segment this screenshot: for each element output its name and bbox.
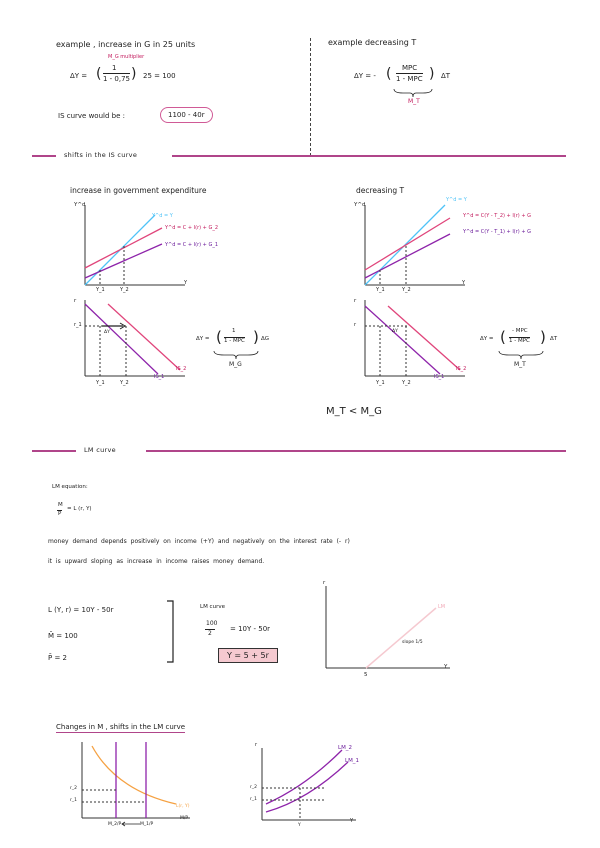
ft-lhs: ΔY =: [480, 336, 494, 342]
lm-slope-note: slope 1/5: [402, 640, 423, 645]
lm-shift-graph: [256, 744, 366, 828]
lm-result-box: Y = 5 + 5r: [218, 648, 278, 663]
frac-den: 1 - 0,75: [103, 75, 131, 83]
rt-xtick-2: Y_2: [402, 287, 411, 293]
curve-t1: [365, 234, 450, 278]
curve-t2: [365, 218, 450, 270]
lms-ytick-r2: r_2: [250, 785, 257, 790]
underbrace: [393, 88, 433, 98]
frac-num: MPC: [402, 64, 418, 72]
delta-y-t-label: ΔY = -: [354, 72, 376, 80]
lm-P: P̄ = 2: [48, 654, 67, 662]
lm-text-1: money demand depends positively on income (+Y) and negatively on the interest rate (- r): [48, 538, 350, 545]
rb-mark: ΔY: [392, 329, 398, 334]
rt-xtick-1: Y_1: [376, 287, 385, 293]
lt-curve-1: Y^d = Y: [152, 213, 173, 219]
paren-close: ): [253, 328, 259, 346]
section-lm: LM curve: [84, 446, 116, 454]
ft-rhs: ΔT: [550, 336, 558, 342]
rb-curve-2: IS_2: [456, 366, 467, 372]
lm-graph-ylabel: r: [323, 580, 326, 586]
rb-ylabel: r: [354, 298, 357, 304]
lb-xtick-1: Y_1: [96, 380, 105, 386]
lms-xtick-y: Y: [298, 823, 301, 828]
mt-sub: M_T: [408, 98, 420, 105]
lm-M: M̄ = 100: [48, 632, 78, 640]
rt-curve-2: Y^d = C(Y - T_2) + I(r) + G: [463, 213, 531, 219]
lm-curve-label: LM curve: [200, 604, 225, 610]
money-demand-curve: [92, 746, 176, 804]
is-curve-value: 1100 - 40r: [160, 107, 213, 123]
paren-close: ): [540, 328, 546, 346]
underbrace: [498, 350, 544, 360]
rule: [172, 155, 566, 157]
fg-sub: M_G: [229, 361, 242, 368]
lt-xlabel: Y: [184, 280, 188, 286]
money-market-graph: [76, 738, 196, 826]
left-bottom-graph: [80, 298, 190, 380]
lb-curve-1: IS_2: [176, 366, 187, 372]
lb-ylabel: r: [74, 298, 77, 304]
frac-den: 1 - MPC: [396, 75, 423, 83]
rt-curve-3: Y^d = C(Y - T_1) + I(r) + G: [463, 229, 531, 235]
example-g-heading: example , increase in G in 25 units: [56, 40, 196, 49]
top-divider: [310, 38, 311, 156]
underbrace: [213, 350, 259, 360]
lm-graph-x0: 5: [364, 672, 368, 678]
rule: [32, 155, 56, 157]
mm-xtick-m2: M_2/P: [108, 822, 122, 827]
rule: [146, 450, 566, 452]
lm-eq-den: P: [58, 511, 62, 517]
paren-close: ): [429, 66, 435, 82]
mm-xtick-m1: M_1/P: [140, 822, 154, 827]
section-changes: Changes in M , shifts in the LM curve: [56, 723, 186, 731]
mm-ytick-r2: r_2: [70, 786, 77, 791]
rb-ytick: r: [354, 322, 357, 328]
fg-den: 1 - MPC: [224, 338, 245, 344]
lm-eq-label: LM equation:: [52, 484, 88, 490]
lm-frac-den: 2: [205, 629, 215, 637]
left-title: increase in government expenditure: [70, 186, 207, 195]
delta-t: ΔT: [441, 72, 451, 80]
rt-ylabel: Y^d: [354, 202, 366, 208]
mm-ytick-r1: r_1: [70, 798, 77, 803]
lb-curve-2: IS_1: [154, 374, 165, 380]
ft-den: 1 - MPC: [509, 338, 530, 344]
lb-xtick-2: Y_2: [120, 380, 129, 386]
lm1-curve: [266, 762, 348, 812]
paren-open: (: [500, 328, 506, 346]
lm-graph-curve: LM: [438, 604, 446, 610]
lm-frac-num: 100: [206, 620, 218, 627]
fg-lhs: ΔY =: [196, 336, 210, 342]
paren-close: ): [131, 66, 137, 82]
is2-curve: [388, 306, 460, 370]
right-title: decreasing T: [356, 186, 405, 195]
rb-curve-1: IS_1: [434, 374, 445, 380]
frac-num: 1: [112, 64, 117, 72]
right-bottom-graph: [360, 298, 470, 380]
lb-mark: ΔY: [104, 330, 110, 335]
example-t-heading: example decreasing T: [328, 38, 417, 47]
rb-xtick-2: Y_2: [402, 380, 411, 386]
lms-ytick-r1: r_1: [250, 797, 257, 802]
frac-rest: 25 = 100: [143, 72, 176, 80]
lm-text-2: it is upward sloping as increase in income raises money demand.: [48, 558, 265, 565]
ft-sub: M_T: [514, 361, 526, 368]
lms-curve-lm1: LM_1: [345, 758, 360, 764]
paren-open: (: [386, 66, 392, 82]
lm-line: [366, 608, 436, 668]
lms-ylabel: r: [255, 742, 258, 748]
multiplier-annotation: M_G multiplier: [108, 54, 145, 60]
lt-curve-3: Y^d = C + I(r) + G_1: [165, 242, 219, 248]
rule: [32, 450, 76, 452]
fg-num: 1: [232, 328, 236, 334]
lm-frac-rhs: = 10Y - 50r: [230, 625, 271, 633]
lms-curve-lm2: LM_2: [338, 745, 353, 751]
ft-num: - MPC: [512, 328, 528, 334]
delta-y-label: ΔY =: [70, 72, 88, 80]
lt-ylabel: Y^d: [74, 202, 86, 208]
lms-xlabel: Y: [350, 818, 354, 824]
right-top-graph: [360, 200, 470, 290]
lm-graph: [320, 582, 460, 674]
curve-g1: [85, 244, 162, 278]
section-shifts-is: shifts in the IS curve: [64, 151, 138, 159]
fg-rhs: ΔG: [261, 336, 270, 342]
paren-open: (: [216, 328, 222, 346]
lt-curve-2: Y^d = C + I(r) + G_2: [165, 225, 219, 231]
rt-curve-1: Y^d = Y: [446, 197, 467, 203]
lm-eq-num: M: [58, 502, 63, 508]
lm-eq-rhs: = L (r, Y): [67, 506, 92, 512]
multiplier-comparison: M_T < M_G: [326, 406, 382, 417]
lt-xtick-1: Y_1: [96, 287, 105, 293]
is1-curve: [365, 306, 440, 374]
is-curve-label: IS curve would be :: [58, 112, 125, 120]
rt-xlabel: Y: [462, 280, 466, 286]
bracket: [166, 600, 178, 664]
paren-open: (: [96, 66, 102, 82]
rb-xtick-1: Y_1: [376, 380, 385, 386]
lm-L: L (Y, r) = 10Y - 50r: [48, 606, 114, 614]
mm-curve: L(r, Y): [176, 804, 190, 809]
lm-graph-xlabel: Y: [444, 664, 448, 670]
mm-xlabel: M/P: [180, 816, 189, 821]
lb-ytick: r_1: [74, 322, 82, 328]
lt-xtick-2: Y_2: [120, 287, 129, 293]
